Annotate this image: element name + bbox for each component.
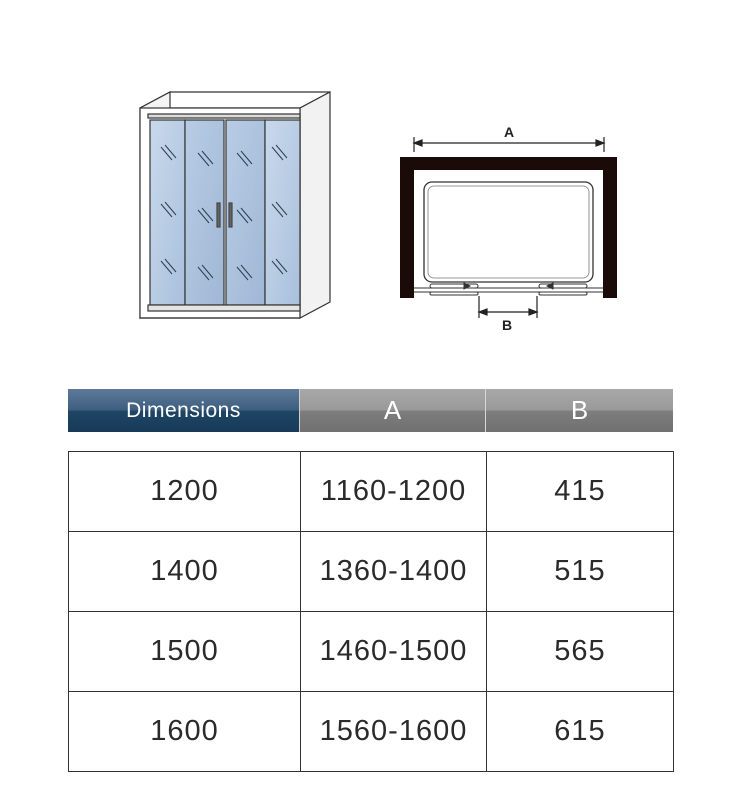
top-view-diagram (400, 124, 617, 333)
table-header (68, 389, 673, 432)
cell-b: 415 (487, 452, 674, 532)
cell-a: 1460-1500 (301, 612, 487, 692)
shower-enclosure-drawing (140, 92, 330, 318)
table-row (69, 612, 674, 692)
cell-a: 1560-1600 (301, 692, 487, 772)
cell-dimensions: 1400 (69, 532, 301, 612)
cell-a: 1360-1400 (301, 532, 487, 612)
dimension-a-label: A (503, 124, 515, 140)
header-b: B (486, 389, 673, 432)
table-row (69, 692, 674, 772)
table-row (69, 452, 674, 532)
cell-b: 565 (487, 612, 674, 692)
dimension-b-line (479, 296, 537, 318)
cell-dimensions: 1600 (69, 692, 301, 772)
wall-outline (400, 157, 617, 298)
enclosure-right-wall (300, 92, 330, 318)
dimensions-table (68, 451, 674, 772)
dimension-b-label: B (501, 317, 513, 333)
header-a: A (300, 389, 486, 432)
glass-panel-4 (265, 120, 300, 305)
header-dimensions: Dimensions (68, 389, 300, 432)
cell-dimensions: 1200 (69, 452, 301, 532)
sliding-door-tracks (414, 283, 603, 295)
cell-b: 615 (487, 692, 674, 772)
cell-b: 515 (487, 532, 674, 612)
door-handle-right-icon (229, 203, 232, 227)
cell-dimensions: 1500 (69, 612, 301, 692)
door-handle-left-icon (217, 203, 220, 227)
table-row (69, 532, 674, 612)
shower-tray-outline (424, 182, 593, 282)
product-illustration (0, 0, 740, 360)
cell-a: 1160-1200 (301, 452, 487, 532)
